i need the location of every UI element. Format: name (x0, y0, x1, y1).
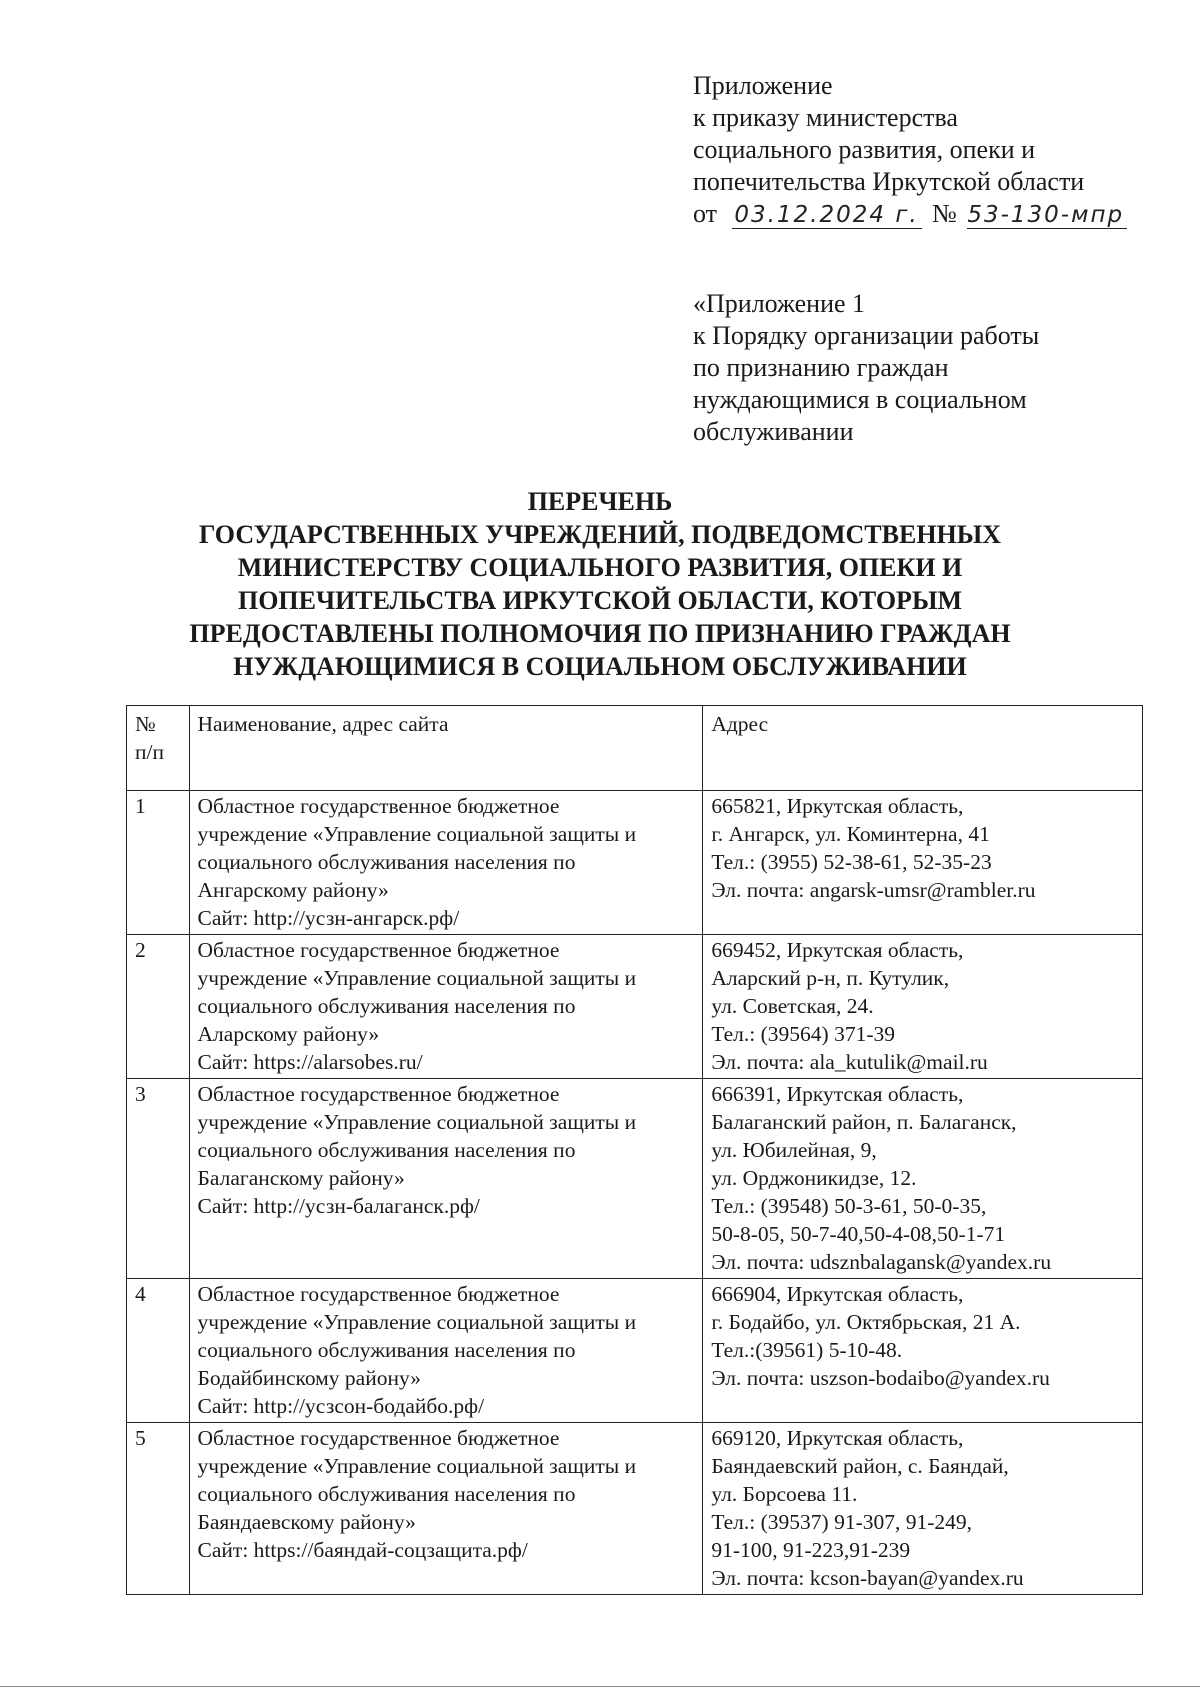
institution-address-cell (703, 1279, 1143, 1423)
institution-name-line: социального обслуживания населения по (197, 1482, 576, 1506)
title-line: ПРЕДОСТАВЛЕНЫ ПОЛНОМОЧИЯ ПО ПРИЗНАНИЮ ГРАЖДАН (189, 619, 1011, 648)
institution-address-line: Баяндаевский район, с. Баяндай, (711, 1454, 1009, 1478)
institution-name-line: Сайт: http://усзн-ангарск.рф/ (197, 906, 460, 930)
header-address: Адрес (703, 706, 1143, 791)
appendix-line: к приказу министерства (693, 103, 958, 132)
institutions-table (126, 705, 1143, 1595)
institution-name-cell (189, 791, 703, 935)
institution-name-line: учреждение «Управление социальной защиты и (197, 966, 637, 990)
institution-address-line: Аларский р-н, п. Кутулик, (711, 966, 950, 990)
institution-address-cell (703, 1423, 1143, 1595)
document-title (150, 485, 1050, 683)
appendix-line: Приложение (693, 71, 833, 100)
institution-name-line: Сайт: https://alarsobes.ru/ (197, 1050, 423, 1074)
table-row (127, 1079, 1143, 1279)
institution-address-line: Тел.:(39561) 5-10-48. (711, 1338, 903, 1362)
institution-name-cell (189, 1423, 703, 1595)
institution-address-line: Эл. почта: udsznbalagansk@yandex.ru (711, 1250, 1052, 1274)
title-line: ГОСУДАРСТВЕННЫХ УЧРЕЖДЕНИЙ, ПОДВЕДОМСТВЕННЫХ (198, 520, 1002, 549)
institution-name-line: учреждение «Управление социальной защиты и (197, 1110, 637, 1134)
header-number-sign: № (135, 712, 156, 736)
title-line: ПОПЕЧИТЕЛЬСТВА ИРКУТСКОЙ ОБЛАСТИ, КОТОРЫМ (237, 586, 963, 615)
table-body (127, 791, 1143, 1595)
institution-address-line: г. Ангарск, ул. Коминтерна, 41 (711, 822, 990, 846)
institution-address-line: 669120, Иркутская область, (711, 1426, 964, 1450)
order-prefix: от (693, 199, 718, 228)
appendix-2-line: обслуживании (693, 417, 854, 446)
institution-address-line: Эл. почта: kcson-bayan@yandex.ru (711, 1566, 1024, 1590)
institution-name-line: социального обслуживания населения по (197, 850, 576, 874)
institution-address-line: Эл. почта: ala_kutulik@mail.ru (711, 1050, 988, 1074)
institution-address-line: ул. Советская, 24. (711, 994, 874, 1018)
order-number: 53-130-мпр (967, 202, 1127, 229)
institution-address-line: 669452, Иркутская область, (711, 938, 964, 962)
appendix-2-line: «Приложение 1 (693, 289, 866, 318)
institution-name-line: учреждение «Управление социальной защиты и (197, 1454, 637, 1478)
title-line: МИНИСТЕРСТВУ СОЦИАЛЬНОГО РАЗВИТИЯ, ОПЕКИ И (237, 553, 963, 582)
row-number: 5 (127, 1423, 190, 1595)
order-date: 03.12.2024 г. (732, 202, 922, 229)
institution-name-line: социального обслуживания населения по (197, 994, 576, 1018)
order-reference (693, 198, 1127, 230)
page-bottom-rule (0, 1686, 1200, 1687)
institution-address-line: 91-100, 91-223,91-239 (711, 1538, 911, 1562)
institution-name-line: Аларскому району» (197, 1022, 380, 1046)
institution-name-line: Сайт: http://усзсон-бодайбо.рф/ (197, 1394, 485, 1418)
institution-name-line: Областное государственное бюджетное (197, 1426, 560, 1450)
institution-address-cell (703, 791, 1143, 935)
institution-address-line: Балаганский район, п. Балаганск, (711, 1110, 1017, 1134)
table-row (127, 791, 1143, 935)
institution-address-line: Тел.: (39548) 50-3-61, 50-0-35, (711, 1194, 987, 1218)
appendix-2-line: по признанию граждан (693, 353, 949, 382)
institution-address-line: 50-8-05, 50-7-40,50-4-08,50-1-71 (711, 1222, 1006, 1246)
table-row (127, 1279, 1143, 1423)
order-number-prefix: № (932, 199, 957, 228)
table-header-row (127, 706, 1143, 791)
institution-address-line: Тел.: (39564) 371-39 (711, 1022, 895, 1046)
institution-name-line: Областное государственное бюджетное (197, 1082, 560, 1106)
appendix-2-line: нуждающимися в социальном (693, 385, 1027, 414)
institution-address-line: Тел.: (3955) 52-38-61, 52-35-23 (711, 850, 992, 874)
title-line: НУЖДАЮЩИМИСЯ В СОЦИАЛЬНОМ ОБСЛУЖИВАНИИ (233, 652, 967, 681)
institution-name-cell (189, 935, 703, 1079)
institution-address-line: 665821, Иркутская область, (711, 794, 964, 818)
appendix-line: попечительства Иркутской области (693, 167, 1085, 196)
institution-address-line: 666904, Иркутская область, (711, 1282, 964, 1306)
institution-address-line: ул. Орджоникидзе, 12. (711, 1166, 917, 1190)
institution-name-line: учреждение «Управление социальной защиты и (197, 1310, 637, 1334)
row-number: 1 (127, 791, 190, 935)
institution-name-line: Баяндаевскому району» (197, 1510, 416, 1534)
institution-name-line: Сайт: http://усзн-балаганск.рф/ (197, 1194, 480, 1218)
institution-name-cell (189, 1079, 703, 1279)
institution-address-cell (703, 1079, 1143, 1279)
header-number-abbr: п/п (135, 740, 164, 764)
institution-address-line: 666391, Иркутская область, (711, 1082, 964, 1106)
institution-address-line: Эл. почта: uszson-bodaibo@yandex.ru (711, 1366, 1050, 1390)
institution-name-line: Ангарскому району» (197, 878, 389, 902)
institution-name-line: Бодайбинскому району» (197, 1366, 422, 1390)
institution-address-line: ул. Борсоева 11. (711, 1482, 858, 1506)
title-line: ПЕРЕЧЕНЬ (527, 487, 673, 516)
institution-address-line: ул. Юбилейная, 9, (711, 1138, 877, 1162)
appendix-line: социального развития, опеки и (693, 135, 1036, 164)
table-row (127, 935, 1143, 1079)
institution-name-line: Сайт: https://баяндай-соцзащита.рф/ (197, 1538, 528, 1562)
row-number: 4 (127, 1279, 190, 1423)
institution-address-line: Эл. почта: angarsk-umsr@rambler.ru (711, 878, 1036, 902)
institution-name-line: социального обслуживания населения по (197, 1138, 576, 1162)
row-number: 3 (127, 1079, 190, 1279)
order-appendix-header (693, 70, 1127, 230)
header-name: Наименование, адрес сайта (189, 706, 703, 791)
institution-name-line: Балаганскому району» (197, 1166, 405, 1190)
institution-name-line: социального обслуживания населения по (197, 1338, 576, 1362)
institution-name-line: Областное государственное бюджетное (197, 938, 560, 962)
header-number (127, 706, 190, 791)
appendix-2-line: к Порядку организации работы (693, 321, 1040, 350)
institution-address-cell (703, 935, 1143, 1079)
institution-name-line: учреждение «Управление социальной защиты и (197, 822, 637, 846)
institution-name-line: Областное государственное бюджетное (197, 794, 560, 818)
institution-name-line: Областное государственное бюджетное (197, 1282, 560, 1306)
institution-name-cell (189, 1279, 703, 1423)
institution-address-line: г. Бодайбо, ул. Октябрьская, 21 А. (711, 1310, 1021, 1334)
table-row (127, 1423, 1143, 1595)
procedure-appendix-header (693, 288, 1039, 448)
institution-address-line: Тел.: (39537) 91-307, 91-249, (711, 1510, 973, 1534)
row-number: 2 (127, 935, 190, 1079)
